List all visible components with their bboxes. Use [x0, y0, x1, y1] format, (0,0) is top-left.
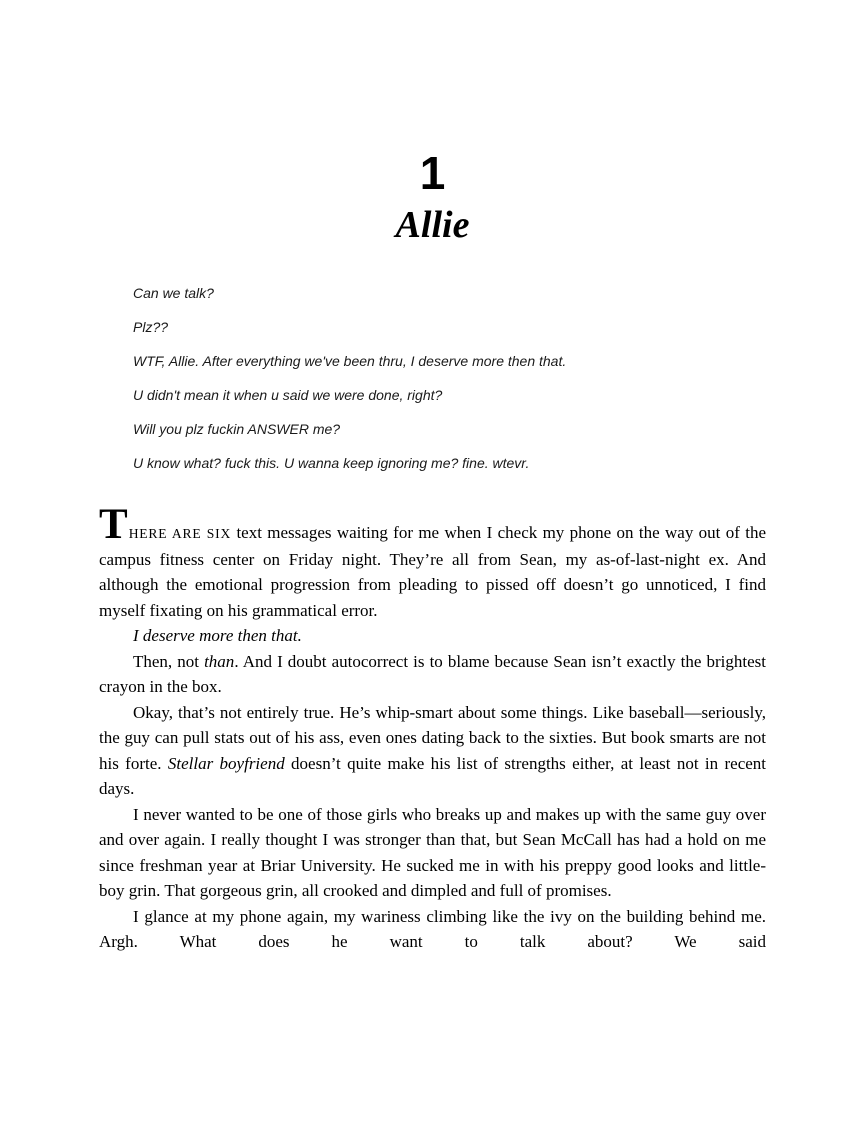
- text-message: Can we talk?: [133, 285, 214, 301]
- text-segment: text messages waiting for me when I check my phone on the way out of the campus fitness center on Friday night. They’re all from Sean, my as-of-last-night ex. And although the emotional progression from pleading to pissed off doesn’t go unnoticed, I find myself fixating on his grammatical error.: [99, 523, 766, 620]
- text-segment: Okay, that’s not entirely true. He’s whip-smart about some things. Like baseball—seriously, the guy can pull stats out of his ass, even ones dating back to the sixties. But book smarts are not his forte.: [99, 702, 766, 773]
- text-message: WTF, Allie. After everything we've been thru, I deserve more then that.: [133, 353, 567, 369]
- paragraph: [99, 802, 766, 904]
- chapter-title: Allie: [395, 204, 470, 246]
- paragraph: [99, 904, 766, 955]
- body-text: [99, 501, 767, 955]
- text-message-block: [133, 286, 766, 470]
- text-message: Will you plz fuckin ANSWER me?: [133, 421, 341, 437]
- text-segment: doesn’t quite make his list of strengths either, at least not in recent days.: [99, 753, 767, 798]
- text-segment: . And I doubt autocorrect is to blame because Sean isn’t exactly the brightest crayon in the box.: [99, 651, 767, 696]
- small-caps-lead: HERE ARE SIX: [128, 526, 232, 541]
- text-message: U didn't mean it when u said we were done, right?: [133, 387, 443, 403]
- text-segment: I glance at my phone again, my wariness climbing like the ivy on the building behind me. Argh. What does he want to talk about? We said: [99, 906, 766, 951]
- text-segment: I never wanted to be one of those girls who breaks up and makes up with the same guy over and over again. I really thought I was stronger than that, but Sean McCall has had a hold on me since freshman year at Briar University. He sucked me in with his preppy good looks and little-boy grin. That gorgeous grin, all crooked and dimpled and full of promises.: [99, 804, 766, 900]
- chapter-number: 1: [419, 147, 446, 199]
- paragraph: [99, 649, 766, 700]
- italic-text-segment: Stellar boyfriend: [167, 753, 285, 773]
- text-segment: Then, not: [133, 651, 205, 671]
- text-message: Plz??: [133, 319, 169, 335]
- italic-text-segment: I deserve more then that.: [133, 626, 302, 645]
- paragraph: [99, 700, 766, 802]
- text-message: U know what? fuck this. U wanna keep ignoring me? fine. wtevr.: [133, 455, 530, 471]
- italic-text-segment: than: [204, 651, 235, 671]
- drop-cap: T: [99, 501, 129, 548]
- paragraph: [99, 501, 766, 623]
- paragraph: [99, 623, 766, 649]
